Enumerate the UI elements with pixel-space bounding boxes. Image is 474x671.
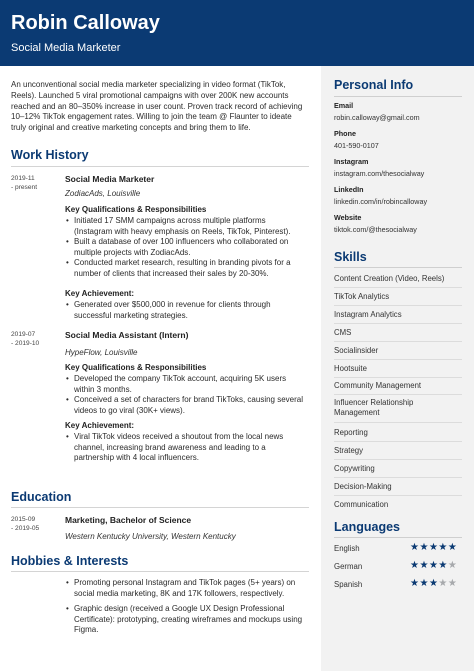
education-date-start: 2015-09 — [11, 516, 36, 523]
hobbies-divider — [11, 571, 309, 572]
job-2-responsibilities — [65, 374, 305, 416]
skill-item: Decision-Making — [334, 482, 392, 491]
skill-divider — [334, 305, 462, 306]
skill-divider — [334, 495, 462, 496]
phone-label: Phone — [334, 129, 356, 138]
language-rating — [410, 579, 457, 589]
sidebar — [321, 66, 474, 671]
star-icon: ★ — [428, 542, 439, 553]
hobbies-list — [65, 578, 305, 636]
skill-divider — [334, 377, 462, 378]
languages-divider — [334, 537, 462, 538]
job-2-title: Social Media Assistant (Intern) — [65, 330, 189, 340]
linkedin-label: LinkedIn — [334, 185, 364, 194]
list-item: • Viral TikTok videos received a shoutout from the local news channel, increasing brand awareness and leading to a partnership with 4 local influencers. — [65, 432, 305, 464]
job-1-date-end: - present — [11, 183, 38, 191]
skill-item: Reporting — [334, 428, 368, 437]
education-date-end: - 2019-05 — [11, 524, 40, 532]
skill-item: Influencer Relationship Management — [334, 398, 414, 417]
website-label: Website — [334, 213, 362, 222]
language-name: English — [334, 544, 360, 553]
work-history-heading: Work History — [11, 148, 89, 162]
language-rating — [410, 543, 457, 553]
personal-info-divider — [334, 96, 462, 97]
star-icon: ★ — [447, 578, 458, 589]
job-1-responsibilities — [65, 216, 305, 280]
candidate-name: Robin Calloway — [11, 12, 160, 34]
list-item: • Developed the company TikTok account, acquiring 5K users within 3 months. — [65, 374, 305, 395]
email-label: Email — [334, 101, 354, 110]
instagram-value: instagram.com/thesocialway — [334, 169, 425, 178]
job-1-date-start: 2019-11 — [11, 175, 35, 182]
skill-item: CMS — [334, 328, 352, 337]
star-icon: ★ — [419, 560, 429, 571]
skill-item: Socialinsider — [334, 346, 379, 355]
job-2-date — [11, 331, 39, 348]
education-heading: Education — [11, 490, 72, 504]
skills-heading: Skills — [334, 250, 367, 264]
skill-item: TikTok Analytics — [334, 292, 390, 301]
personal-info-heading: Personal Info — [334, 78, 414, 92]
website-value: tiktok.com/@thesocialway — [334, 225, 417, 234]
list-item: • Conducted market research, resulting in branding pivots for a number of clients that increased their sales by 20-30%. — [65, 258, 305, 279]
skill-divider — [334, 459, 462, 460]
job-1-qualifications-heading: Key Qualifications & Responsibilities — [65, 205, 207, 214]
list-item: • Generated over $500,000 in revenue for clients through successful marketing strategies. — [65, 300, 305, 321]
skill-divider — [334, 477, 462, 478]
candidate-title: Social Media Marketer — [11, 42, 121, 54]
job-1-achievement-heading: Key Achievement: — [65, 289, 135, 298]
instagram-label: Instagram — [334, 157, 369, 166]
email-value: robin.calloway@gmail.com — [334, 113, 420, 122]
job-1-date — [11, 175, 37, 192]
skill-item: Hootsuite — [334, 364, 367, 373]
job-2-achievements — [65, 432, 305, 464]
star-icon: ★ — [410, 578, 420, 589]
resume-header — [0, 0, 474, 66]
summary-text: An unconventional social media marketer specializing in video format (TikTok, Reels). Launched 5 viral promotional campaigns with over 200K new accounts reached and an 80–350% increase in user count. Proven track record of achieving 10–12% TikTok engagement rates. Willing to join the team @ Flaunter to ideate truly original and creative marketing concepts and bring them to life. — [11, 80, 303, 133]
work-history-divider — [11, 166, 309, 167]
languages-heading: Languages — [334, 520, 400, 534]
star-icon: ★ — [410, 542, 420, 553]
star-icon: ★ — [428, 560, 439, 571]
skill-divider — [334, 422, 462, 423]
job-2-qualifications-heading: Key Qualifications & Responsibilities — [65, 363, 207, 372]
star-icon: ★ — [438, 578, 448, 589]
skill-item: Copywriting — [334, 464, 375, 473]
linkedin-value: linkedin.com/in/robincalloway — [334, 197, 428, 206]
skill-divider — [334, 323, 462, 324]
skills-divider — [334, 267, 462, 268]
job-2-company: HypeFlow, Louisville — [65, 348, 138, 357]
star-icon: ★ — [447, 542, 458, 553]
hobbies-heading: Hobbies & Interests — [11, 554, 129, 568]
job-1-achievements — [65, 300, 305, 321]
star-icon: ★ — [410, 560, 420, 571]
job-2-date-end: - 2019-10 — [11, 339, 40, 347]
job-1-company: ZodiacAds, Louisville — [65, 189, 141, 198]
language-rating — [410, 561, 457, 571]
skill-item: Community Management — [334, 381, 422, 390]
education-divider — [11, 507, 309, 508]
skill-item: Strategy — [334, 446, 364, 455]
education-degree: Marketing, Bachelor of Science — [65, 515, 192, 525]
star-icon: ★ — [419, 578, 429, 589]
language-name: Spanish — [334, 580, 363, 589]
skill-divider — [334, 394, 462, 395]
language-name: German — [334, 562, 363, 571]
skill-divider — [334, 441, 462, 442]
skill-item: Communication — [334, 500, 389, 509]
star-icon: ★ — [447, 560, 458, 571]
star-icon: ★ — [438, 542, 448, 553]
phone-value: 401-590-0107 — [334, 141, 379, 150]
skill-divider — [334, 341, 462, 342]
list-item: • Promoting personal Instagram and TikTok pages (5+ years) on social media marketing, 8K and 17K followers, respectively. — [65, 578, 305, 599]
education-date — [11, 516, 39, 533]
list-item: • Built a database of over 100 influencers who collaborated on multiple projects with ZodiacAds. — [65, 237, 305, 258]
skill-item: Instagram Analytics — [334, 310, 402, 319]
star-icon: ★ — [438, 560, 448, 571]
skill-item: Content Creation (Video, Reels) — [334, 274, 445, 283]
list-item: • Graphic design (received a Google UX Design Professional Certificate): prototyping, creating wireframes and mockups using Figma. — [65, 604, 305, 636]
job-2-date-start: 2019-07 — [11, 331, 36, 338]
star-icon: ★ — [428, 578, 439, 589]
job-2-achievement-heading: Key Achievement: — [65, 421, 135, 430]
education-school: Western Kentucky University, Western Kentucky — [65, 532, 236, 541]
skill-divider — [334, 287, 462, 288]
job-1-title: Social Media Marketer — [65, 174, 155, 184]
skill-divider — [334, 359, 462, 360]
list-item: • Initiated 17 SMM campaigns across multiple platforms (Instagram with heavy emphasis on Reels, TikTok, Pinterest). — [65, 216, 305, 237]
list-item: • Conceived a set of characters for brand TikToks, causing several videos to go viral (30K+ views). — [65, 395, 305, 416]
star-icon: ★ — [419, 542, 429, 553]
